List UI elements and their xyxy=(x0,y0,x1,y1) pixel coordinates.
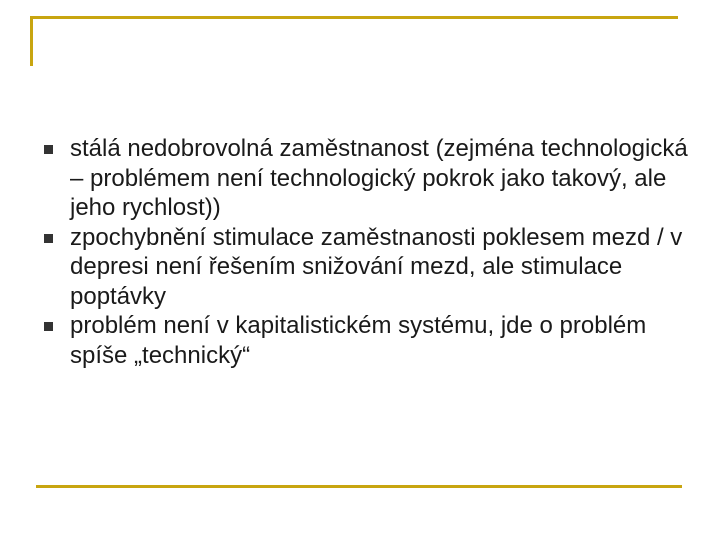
square-bullet-icon xyxy=(44,145,53,154)
square-bullet-icon xyxy=(44,322,53,331)
left-decorative-rule xyxy=(30,16,33,66)
bullet-text: zpochybnění stimulace zaměstnanosti poklesem mezd / v depresi není řešením snižování mezd, ale stimulace poptávky xyxy=(70,223,683,310)
top-decorative-rule xyxy=(30,16,678,19)
bottom-decorative-rule xyxy=(36,485,682,488)
bullet-text: stálá nedobrovolná zaměstnanost (zejména technologická – problémem není technologický pokrok jako takový, ale jeho rychlost)) xyxy=(70,135,688,221)
bullet-list xyxy=(44,134,694,370)
bullet-text: problém není v kapitalistickém systému, jde o problém spíše „technický“ xyxy=(70,312,647,369)
bullet-item xyxy=(44,311,694,370)
bullet-item xyxy=(44,134,694,223)
bullet-item xyxy=(44,223,694,312)
square-bullet-icon xyxy=(44,234,53,243)
